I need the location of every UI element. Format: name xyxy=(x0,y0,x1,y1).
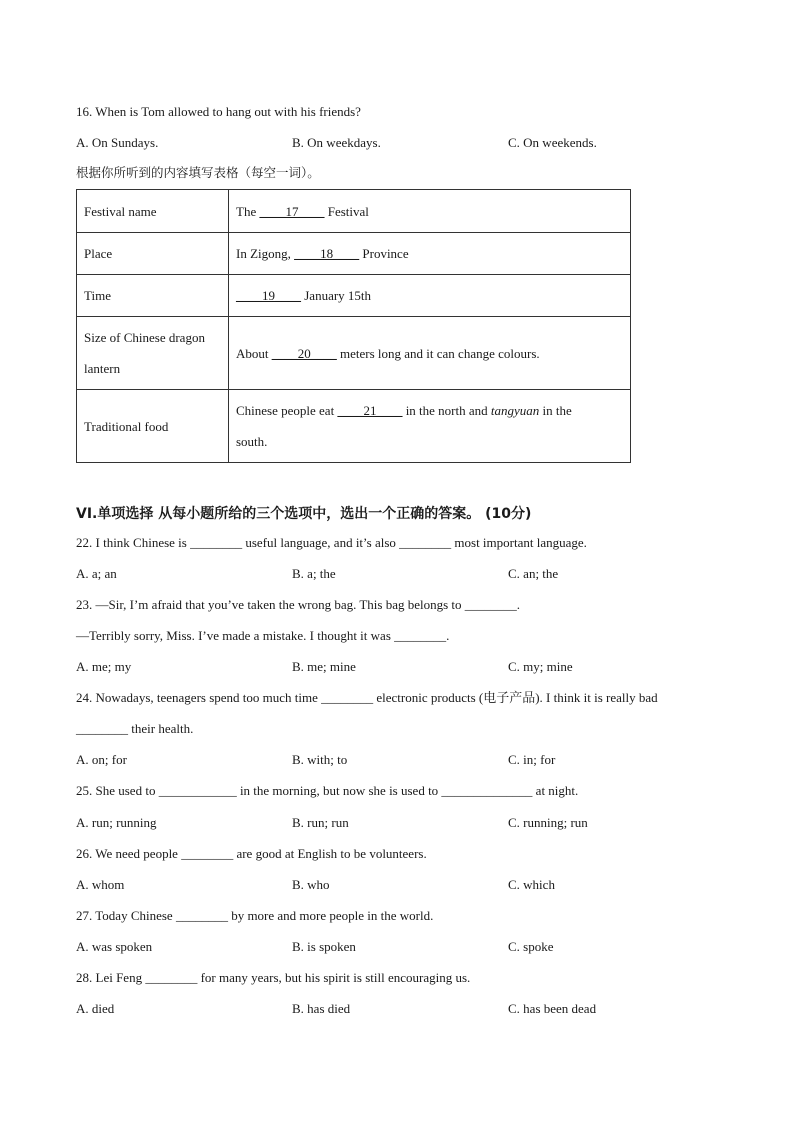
q23-option-c: C. my; mine xyxy=(508,659,573,674)
table-label: Place xyxy=(77,233,229,275)
blank-17: ____17____ xyxy=(259,203,325,219)
q27-option-c: C. spoke xyxy=(508,939,554,954)
table-value: Chinese people eat ____21____ in the north and tangyuan in the south. xyxy=(229,390,631,463)
q25-option-c: C. running; run xyxy=(508,815,588,830)
q26-option-c: C. which xyxy=(508,877,555,892)
table-row xyxy=(77,275,631,317)
q26-option-b: B. who xyxy=(292,877,330,892)
table-label: Traditional food xyxy=(77,390,229,463)
table-row xyxy=(77,190,631,233)
blank-21: ____21____ xyxy=(337,403,403,418)
q27-option-a: A. was spoken xyxy=(76,939,153,954)
table-value: About ____20____ meters long and it can change colours. xyxy=(229,317,631,390)
q26-option-a: A. whom xyxy=(76,877,125,892)
q25-option-a: A. run; running xyxy=(76,815,157,830)
question-28: 28. Lei Feng ________ for many years, but his spirit is still encouraging us. xyxy=(76,970,471,985)
table-row xyxy=(77,317,631,390)
q16-option-b: B. On weekdays. xyxy=(292,135,381,150)
q24-option-c: C. in; for xyxy=(508,752,556,767)
q16-option-c: C. On weekends. xyxy=(508,135,597,150)
question-27: 27. Today Chinese ________ by more and more people in the world. xyxy=(76,908,434,923)
q24-option-a: A. on; for xyxy=(76,752,127,767)
q27-option-b: B. is spoken xyxy=(292,939,356,954)
question-23-reply: —Terribly sorry, Miss. I’ve made a mistake. I thought it was ________. xyxy=(76,628,450,643)
q22-option-c: C. an; the xyxy=(508,566,559,581)
q23-option-a: A. me; my xyxy=(76,659,132,674)
blank-18: ____18____ xyxy=(294,246,360,261)
table-label: Size of Chinese dragon lantern xyxy=(77,317,229,390)
question-26: 26. We need people ________ are good at English to be volunteers. xyxy=(76,846,427,861)
table-value: The ____17____ Festival xyxy=(229,190,631,233)
blank-19: ____19____ xyxy=(236,288,301,303)
question-16: 16. When is Tom allowed to hang out with his friends? xyxy=(76,104,361,119)
q28-option-c: C. has been dead xyxy=(508,1001,597,1016)
question-24-cont: ________ their health. xyxy=(76,721,194,736)
q16-option-a: A. On Sundays. xyxy=(76,135,159,150)
question-22: 22. I think Chinese is ________ useful language, and it’s also ________ most important language. xyxy=(76,535,587,550)
question-24: 24. Nowadays, teenagers spend too much time ________ electronic products (电子产品). I think it is really bad xyxy=(76,690,658,705)
table-label: Festival name xyxy=(77,190,229,233)
q23-option-b: B. me; mine xyxy=(292,659,356,674)
question-25: 25. She used to ____________ in the morning, but now she is used to ______________ at night. xyxy=(76,783,579,798)
table-row xyxy=(77,233,631,275)
q28-option-b: B. has died xyxy=(292,1001,351,1016)
q25-option-b: B. run; run xyxy=(292,815,349,830)
q28-option-a: A. died xyxy=(76,1001,115,1016)
table-row xyxy=(77,390,631,463)
question-23: 23. —Sir, I’m afraid that you’ve taken the wrong bag. This bag belongs to ________. xyxy=(76,597,521,612)
table-instruction: 根据你所听到的内容填写表格（每空一词）。 xyxy=(76,165,320,180)
table-value: In Zigong, ____18____ Province xyxy=(229,233,631,275)
listening-table xyxy=(76,189,631,463)
q22-option-b: B. a; the xyxy=(292,566,336,581)
blank-20: ____20____ xyxy=(271,345,337,361)
table-value: ____19____ January 15th xyxy=(229,275,631,317)
section-heading: VI.单项选择 从每小题所给的三个选项中，选出一个正确的答案。 (10分) xyxy=(76,506,532,522)
q24-option-b: B. with; to xyxy=(292,752,348,767)
q22-option-a: A. a; an xyxy=(76,566,117,581)
table-label: Time xyxy=(77,275,229,317)
